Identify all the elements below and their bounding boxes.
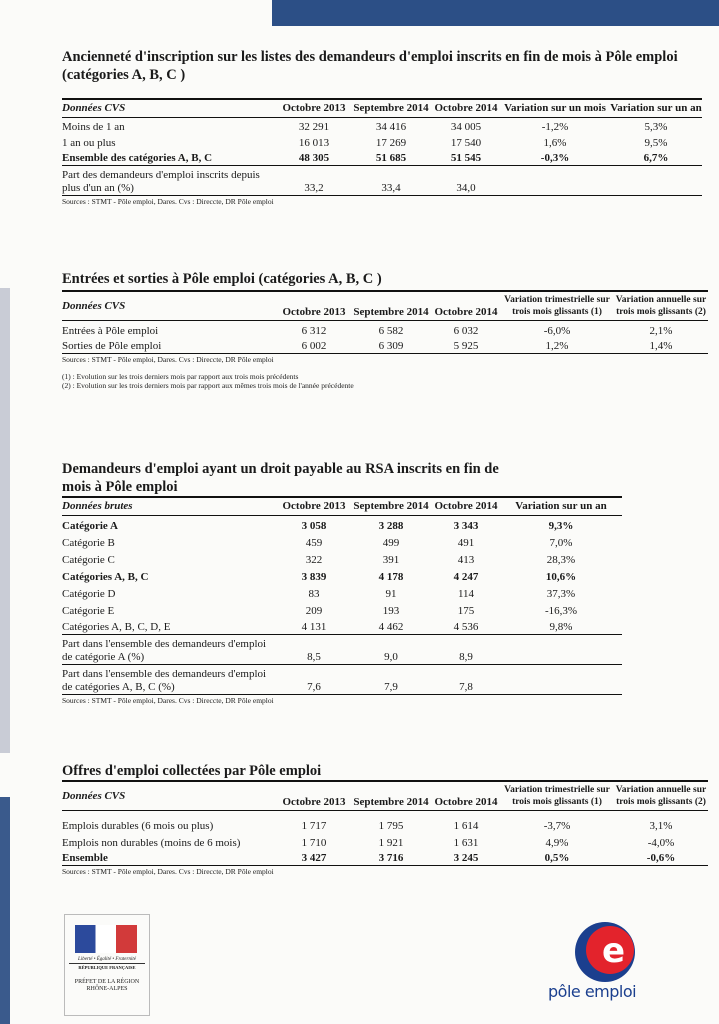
- prefecture-logo: [64, 914, 150, 1016]
- table-row: Catégorie C 322 391 413 28,3%: [62, 553, 576, 566]
- source-note: Sources : STMT - Pôle emploi, Dares. Cvs : Direccte, DR Pôle emploi: [62, 355, 274, 364]
- table-row-total: Ensemble 3 427 3 716 3 245 0,5% -0,6%: [62, 850, 708, 866]
- footnote-2: (2) : Evolution sur les trois derniers mois par rapport aux mêmes trois mois de l'année précédente: [62, 381, 354, 390]
- table-row: Catégorie B 459 499 491 7,0%: [62, 536, 573, 549]
- table-row: Moins de 1 an 32 291 34 416 34 005 -1,2% 5,3%: [62, 120, 668, 133]
- republic-motto: Liberté • Égalité • Fraternité: [78, 957, 136, 962]
- section-title: Entrées et sorties à Pôle emploi (catégories A, B, C ): [62, 271, 382, 287]
- table-row: Entrées à Pôle emploi 6 312 6 582 6 032 -6,0% 2,1%: [62, 324, 673, 337]
- table-header: Données brutes Octobre 2013 Septembre 2014 Octobre 2014 Variation sur un an: [62, 497, 622, 516]
- table-row: Catégories A, B, C 3 839 4 178 4 247 10,6%: [62, 570, 577, 583]
- footnote-1: (1) : Evolution sur les trois derniers mois par rapport aux trois mois précédents: [62, 372, 299, 381]
- left-color-band-dark: [0, 797, 10, 1024]
- left-color-band: [0, 288, 10, 753]
- french-flag-icon: [75, 925, 137, 953]
- pole-emploi-e: e: [602, 931, 626, 971]
- top-color-band: [272, 0, 719, 26]
- source-note: Sources : STMT - Pôle emploi, Dares. Cvs : Direccte, DR Pôle emploi: [62, 696, 274, 705]
- pole-emploi-name: pôle emploi: [548, 982, 637, 1001]
- table-row: Emplois durables (6 mois ou plus) 1 717 1 795 1 614 -3,7% 3,1%: [62, 819, 673, 832]
- table-row: Catégorie D 83 91 114 37,3%: [62, 587, 576, 600]
- section-title: Ancienneté d'inscription sur les listes des demandeurs d'emploi inscrits en fin de mois à Pôle emploi (catégories A, B, C ): [62, 49, 678, 83]
- table-header: Données CVS Octobre 2013 Septembre 2014 Octobre 2014 Variation trimestrielle sur trois mois glissants (1) Variation annuelle sur trois mois glissants (2): [62, 291, 708, 321]
- table-header: Données CVS Octobre 2013 Septembre 2014 Octobre 2014 Variation sur un mois Variation sur un an: [62, 99, 702, 118]
- table-row: Sorties de Pôle emploi 6 002 6 309 5 925 1,2% 1,4%: [62, 338, 708, 354]
- table-row: Catégorie A 3 058 3 288 3 343 9,3%: [62, 519, 574, 532]
- section-seniority: [62, 48, 702, 206]
- source-note: Sources : STMT - Pôle emploi, Dares. Cvs : Direccte, DR Pôle emploi: [62, 867, 274, 876]
- section-title: Demandeurs d'emploi ayant un droit payable au RSA inscrits en fin de mois à Pôle emploi: [62, 461, 499, 495]
- source-note: Sources : STMT - Pôle emploi, Dares. Cvs : Direccte, DR Pôle emploi: [62, 197, 274, 206]
- table-row: 1 an ou plus 16 013 17 269 17 540 1,6% 9,5%: [62, 136, 668, 149]
- section-entries-exits: [62, 270, 708, 390]
- table-row-total: Ensemble des catégories A, B, C 48 305 51 685 51 545 -0,3% 6,7%: [62, 152, 669, 164]
- rsa-table: [62, 496, 622, 695]
- table-row: Part des demandeurs d'emploi inscrits depuis plus d'un an (%) 33,2 33,4 34,0: [62, 166, 702, 196]
- prefect-label: PRÉFET DE LA RÉGION RHÔNE-ALPES: [74, 979, 140, 992]
- republic-name: RÉPUBLIQUE FRANÇAISE: [69, 963, 145, 970]
- seniority-table: [62, 98, 702, 196]
- section-rsa: [62, 460, 622, 705]
- table-row: Part dans l'ensemble des demandeurs d'emploi de catégorie A (%) 8,5 9,0 8,9: [62, 635, 622, 665]
- table-header: Données CVS Octobre 2013 Septembre 2014 Octobre 2014 Variation trimestrielle sur trois mois glissants (1) Variation annuelle sur trois mois glissants (2): [62, 781, 708, 811]
- section-title: Offres d'emploi collectées par Pôle emploi: [62, 763, 322, 779]
- table-row: Catégories A, B, C, D, E 4 131 4 462 4 536 9,8%: [62, 621, 573, 633]
- table-row: Part dans l'ensemble des demandeurs d'emploi de catégories A, B, C (%) 7,6 7,9 7,8: [62, 665, 622, 695]
- entries-exits-table: [62, 290, 708, 354]
- section-job-offers: [62, 762, 708, 876]
- table-row: Catégorie E 209 193 175 -16,3%: [62, 604, 578, 617]
- job-offers-table: [62, 780, 708, 866]
- table-row: Emplois non durables (moins de 6 mois) 1 710 1 921 1 631 4,9% -4,0%: [62, 836, 675, 849]
